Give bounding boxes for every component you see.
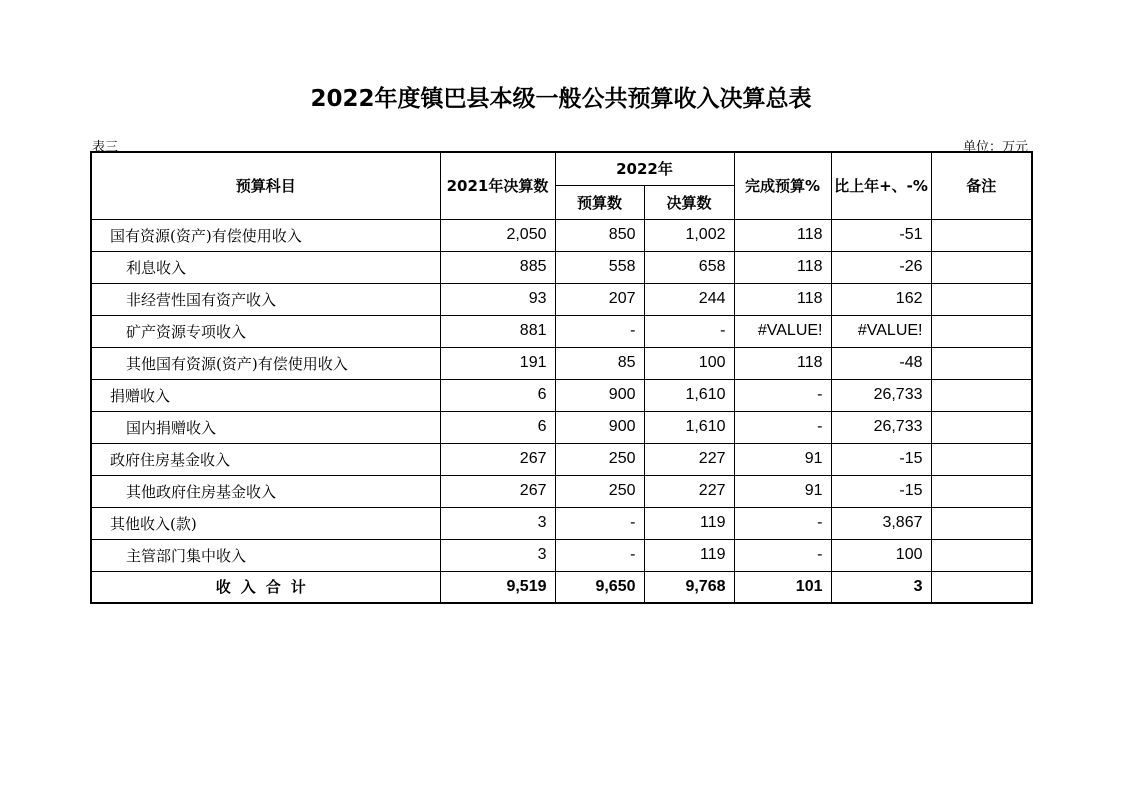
row-completion-pct: 118 [734, 251, 831, 283]
row-budget: 850 [555, 219, 644, 251]
row-subject: 捐赠收入 [91, 379, 440, 411]
row-budget: - [555, 315, 644, 347]
row-remarks [931, 315, 1032, 347]
total-label: 收入合计 [91, 571, 440, 603]
header-prev-final: 2021年决算数 [440, 152, 555, 219]
row-prev-final: 881 [440, 315, 555, 347]
total-prev: 9,519 [440, 571, 555, 603]
row-completion-pct: #VALUE! [734, 315, 831, 347]
row-completion-pct: - [734, 411, 831, 443]
row-remarks [931, 443, 1032, 475]
row-budget: - [555, 507, 644, 539]
row-yoy-change: #VALUE! [831, 315, 931, 347]
header-final: 决算数 [644, 185, 734, 219]
row-remarks [931, 475, 1032, 507]
row-budget: 85 [555, 347, 644, 379]
row-prev-final: 6 [440, 379, 555, 411]
row-prev-final: 267 [440, 475, 555, 507]
table-row [91, 315, 1032, 347]
table-row [91, 475, 1032, 507]
row-final: 227 [644, 443, 734, 475]
row-completion-pct: 118 [734, 219, 831, 251]
row-final: 1,002 [644, 219, 734, 251]
revenue-final-accounts-table [90, 151, 1033, 604]
row-prev-final: 2,050 [440, 219, 555, 251]
row-budget: 900 [555, 379, 644, 411]
row-budget: 250 [555, 475, 644, 507]
row-completion-pct: - [734, 539, 831, 571]
row-completion-pct: 91 [734, 475, 831, 507]
row-completion-pct: 118 [734, 347, 831, 379]
row-remarks [931, 219, 1032, 251]
row-final: 227 [644, 475, 734, 507]
row-prev-final: 6 [440, 411, 555, 443]
total-note [931, 571, 1032, 603]
total-budget: 9,650 [555, 571, 644, 603]
table-number-label: 表三 [92, 140, 119, 155]
row-final: 658 [644, 251, 734, 283]
row-prev-final: 3 [440, 507, 555, 539]
row-prev-final: 3 [440, 539, 555, 571]
table-row [91, 411, 1032, 443]
row-prev-final: 885 [440, 251, 555, 283]
header-yoy-change: 比上年+、-% [831, 152, 931, 219]
row-final: - [644, 315, 734, 347]
header-budget: 预算数 [555, 185, 644, 219]
table-row [91, 379, 1032, 411]
header-year-group: 2022年 [555, 152, 734, 185]
row-yoy-change: 162 [831, 283, 931, 315]
row-yoy-change: -15 [831, 475, 931, 507]
row-subject: 其他政府住房基金收入 [91, 475, 440, 507]
row-final: 119 [644, 507, 734, 539]
row-remarks [931, 283, 1032, 315]
total-pct: 101 [734, 571, 831, 603]
table-row [91, 507, 1032, 539]
row-final: 119 [644, 539, 734, 571]
row-subject: 利息收入 [91, 251, 440, 283]
row-prev-final: 93 [440, 283, 555, 315]
row-completion-pct: - [734, 379, 831, 411]
row-yoy-change: 100 [831, 539, 931, 571]
row-remarks [931, 379, 1032, 411]
row-yoy-change: -15 [831, 443, 931, 475]
row-yoy-change: -26 [831, 251, 931, 283]
row-subject: 政府住房基金收入 [91, 443, 440, 475]
row-final: 1,610 [644, 379, 734, 411]
row-remarks [931, 347, 1032, 379]
row-budget: 207 [555, 283, 644, 315]
table-row [91, 251, 1032, 283]
row-subject: 矿产资源专项收入 [91, 315, 440, 347]
row-final: 1,610 [644, 411, 734, 443]
header-subject: 预算科目 [91, 152, 440, 219]
row-budget: - [555, 539, 644, 571]
row-subject: 国有资源(资产)有偿使用收入 [91, 219, 440, 251]
table-row [91, 443, 1032, 475]
row-completion-pct: 91 [734, 443, 831, 475]
header-remarks: 备注 [931, 152, 1032, 219]
total-row [91, 571, 1032, 603]
row-final: 244 [644, 283, 734, 315]
row-subject: 其他国有资源(资产)有偿使用收入 [91, 347, 440, 379]
row-remarks [931, 539, 1032, 571]
header-completion-pct: 完成预算% [734, 152, 831, 219]
row-yoy-change: 26,733 [831, 411, 931, 443]
row-completion-pct: - [734, 507, 831, 539]
total-yoy: 3 [831, 571, 931, 603]
document-title: 2022年度镇巴县本级一般公共预算收入决算总表 [310, 86, 812, 112]
row-remarks [931, 251, 1032, 283]
row-yoy-change: -48 [831, 347, 931, 379]
row-subject: 非经营性国有资产收入 [91, 283, 440, 315]
row-subject: 国内捐赠收入 [91, 411, 440, 443]
row-budget: 558 [555, 251, 644, 283]
row-yoy-change: 3,867 [831, 507, 931, 539]
row-remarks [931, 507, 1032, 539]
table-row [91, 539, 1032, 571]
table-row [91, 219, 1032, 251]
row-yoy-change: -51 [831, 219, 931, 251]
row-final: 100 [644, 347, 734, 379]
table-row [91, 283, 1032, 315]
row-subject: 主管部门集中收入 [91, 539, 440, 571]
row-prev-final: 191 [440, 347, 555, 379]
row-prev-final: 267 [440, 443, 555, 475]
table-row [91, 347, 1032, 379]
row-budget: 250 [555, 443, 644, 475]
total-final: 9,768 [644, 571, 734, 603]
row-remarks [931, 411, 1032, 443]
unit-label: 单位：万元 [962, 140, 1028, 155]
row-budget: 900 [555, 411, 644, 443]
row-completion-pct: 118 [734, 283, 831, 315]
row-yoy-change: 26,733 [831, 379, 931, 411]
row-subject: 其他收入(款) [91, 507, 440, 539]
